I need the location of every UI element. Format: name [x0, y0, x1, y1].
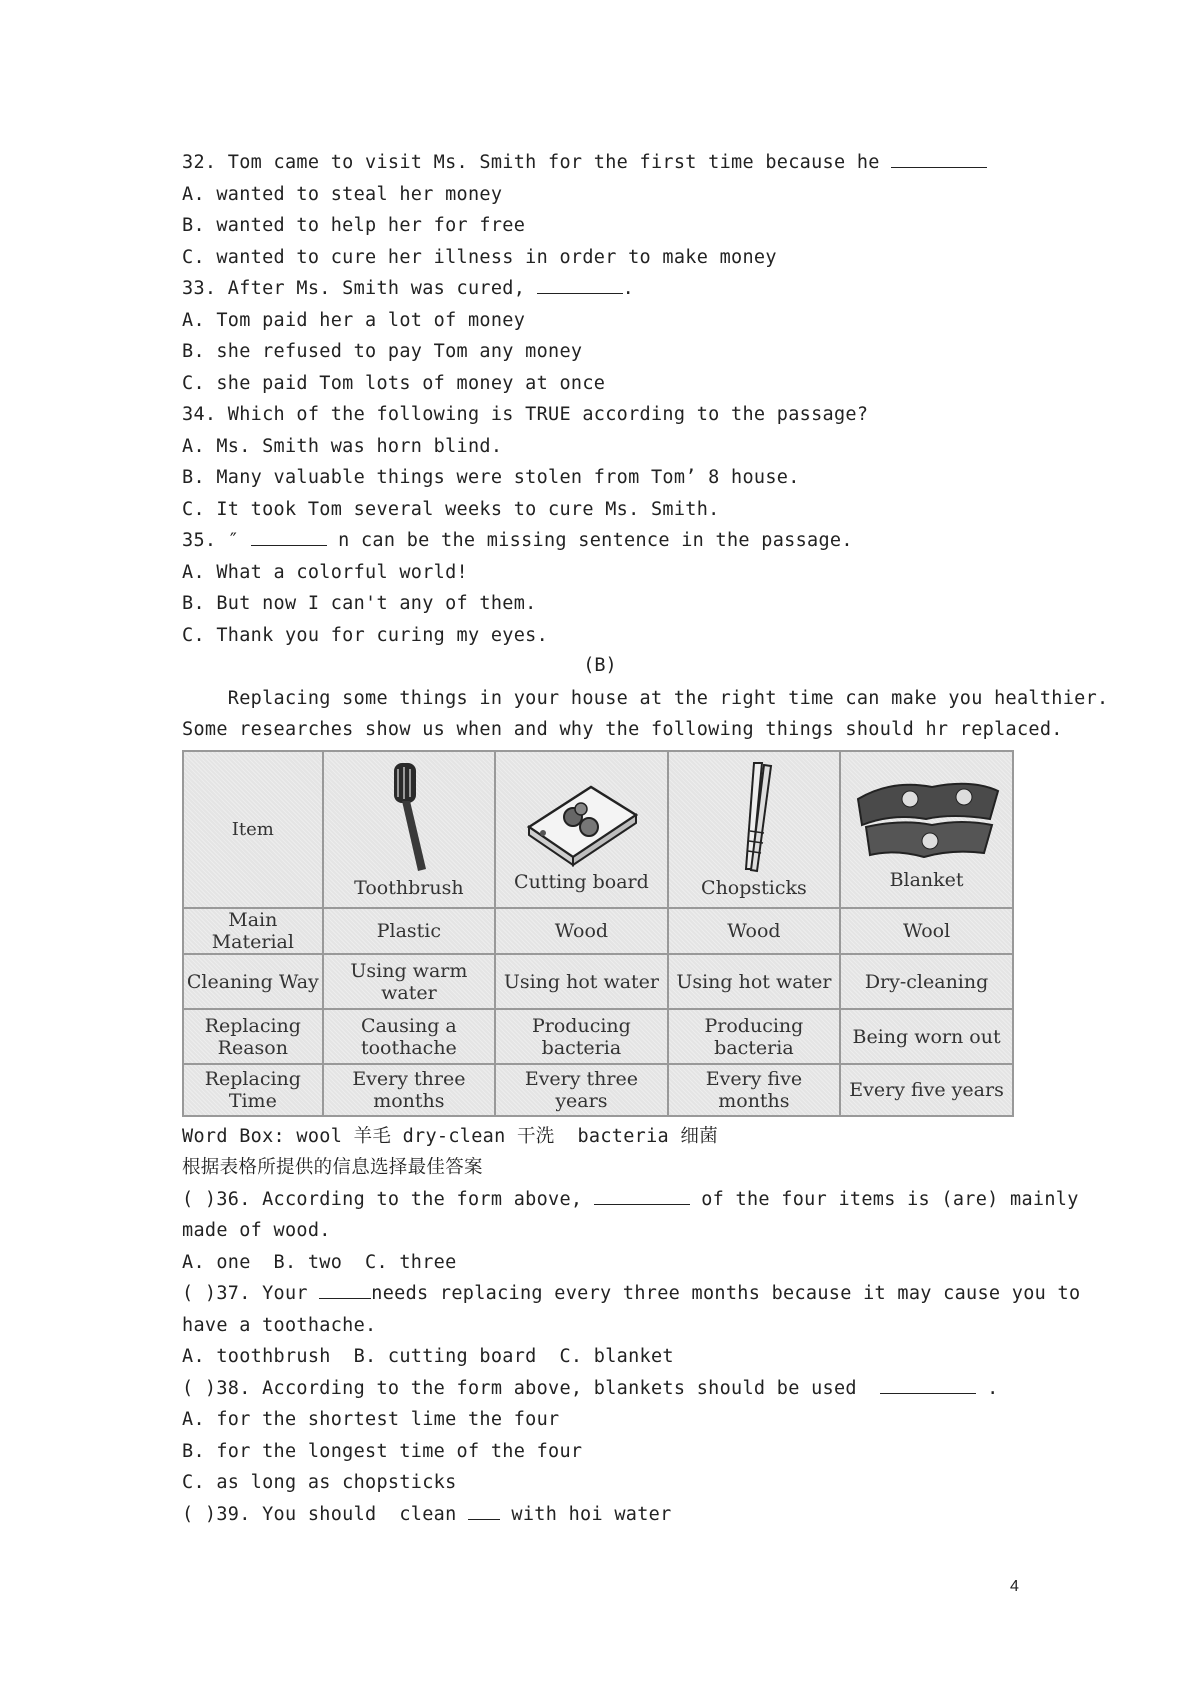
- table-cell: Every five years: [840, 1064, 1013, 1116]
- row-label: Cleaning Way: [183, 954, 323, 1009]
- toothbrush-icon: [374, 761, 444, 873]
- q35-option-c: C. Thank you for curing my eyes.: [182, 625, 549, 646]
- table-row: [183, 908, 1013, 954]
- answer-blank[interactable]: [891, 151, 987, 168]
- instruction: 根据表格所提供的信息选择最佳答案: [182, 1157, 483, 1178]
- answer-blank[interactable]: [594, 1188, 690, 1205]
- item-name: Chopsticks: [701, 876, 807, 899]
- answer-blank[interactable]: [251, 529, 327, 546]
- q38-option-a: A. for the shortest lime the four: [182, 1409, 560, 1430]
- replacement-table: [182, 750, 1014, 1117]
- word-box: Word Box: wool 羊毛 dry-clean 干洗 bacteria 细菌: [182, 1126, 719, 1147]
- q37-options: A. toothbrush B. cutting board C. blanket: [182, 1346, 674, 1367]
- table-cell: Using hot water: [495, 954, 668, 1009]
- q35-option-b: B. But now I can't any of them.: [182, 593, 537, 614]
- q38-option-b: B. for the longest time of the four: [182, 1441, 583, 1462]
- item-name: Blanket: [889, 868, 964, 891]
- q33-stem: 33. After Ms. Smith was cured, .: [182, 278, 635, 299]
- q33-option-b: B. she refused to pay Tom any money: [182, 341, 583, 362]
- table-cell: Wood: [495, 908, 668, 954]
- row-label: Replacing Time: [183, 1064, 323, 1116]
- q38-option-c: C. as long as chopsticks: [182, 1472, 457, 1493]
- q34-option-b: B. Many valuable things were stolen from Tom’ 8 house.: [182, 467, 800, 488]
- row-label: Replacing Reason: [183, 1009, 323, 1064]
- blanket-icon: [852, 769, 1002, 865]
- q33-option-a: A. Tom paid her a lot of money: [182, 310, 526, 331]
- cutting-board-icon: [521, 767, 641, 867]
- item-name: Toothbrush: [354, 876, 464, 899]
- q34-option-a: A. Ms. Smith was horn blind.: [182, 436, 503, 457]
- chopsticks-icon: [724, 761, 784, 873]
- intro-line-2: Some researches show us when and why the following things should hr replaced.: [182, 719, 1063, 740]
- q32-option-b: B. wanted to help her for free: [182, 215, 526, 236]
- answer-blank[interactable]: [319, 1282, 371, 1299]
- item-label-cell: Item: [183, 751, 323, 908]
- q38-stem: ( )38. According to the form above, blankets should be used .: [182, 1378, 999, 1399]
- q35-option-a: A. What a colorful world!: [182, 562, 468, 583]
- table-cell: Every three months: [323, 1064, 495, 1116]
- table-cell: Causing a toothache: [323, 1009, 495, 1064]
- table-cell: Using hot water: [668, 954, 840, 1009]
- item-blanket-cell: [840, 751, 1013, 908]
- q36-stem: ( )36. According to the form above, of the four items is (are) mainly: [182, 1189, 1079, 1210]
- q34-stem: 34. Which of the following is TRUE according to the passage?: [182, 404, 869, 425]
- table-cell: Wood: [668, 908, 840, 954]
- q32-option-a: A. wanted to steal her money: [182, 184, 503, 205]
- q35-stem: 35. ″ n can be the missing sentence in the passage.: [182, 530, 853, 551]
- table-row: [183, 1009, 1013, 1064]
- table-cell: Plastic: [323, 908, 495, 954]
- q32-stem: 32. Tom came to visit Ms. Smith for the first time because he: [182, 151, 987, 175]
- table-row: [183, 954, 1013, 1009]
- q37-stem: ( )37. Your needs replacing every three months because it may cause you to: [182, 1283, 1081, 1304]
- q36-options: A. one B. two C. three: [182, 1252, 457, 1273]
- q39-stem: ( )39. You should clean with hoi water: [182, 1504, 672, 1525]
- table-cell: Every five months: [668, 1064, 840, 1116]
- table-cell: Every three years: [495, 1064, 668, 1116]
- item-chopsticks-cell: [668, 751, 840, 908]
- answer-blank[interactable]: [537, 277, 623, 294]
- table-cell: Dry-cleaning: [840, 954, 1013, 1009]
- table-row: [183, 1064, 1013, 1116]
- q36-stem-cont: made of wood.: [182, 1220, 331, 1241]
- table-cell: Wool: [840, 908, 1013, 954]
- item-toothbrush-cell: [323, 751, 495, 908]
- q34-option-c: C. It took Tom several weeks to cure Ms. Smith.: [182, 499, 720, 520]
- item-name: Cutting board: [514, 870, 649, 893]
- q37-stem-cont: have a toothache.: [182, 1315, 377, 1336]
- q33-option-c: C. she paid Tom lots of money at once: [182, 373, 606, 394]
- row-label: Main Material: [183, 908, 323, 954]
- table-cell: Producing bacteria: [495, 1009, 668, 1064]
- page-number: 4: [1010, 1578, 1019, 1595]
- section-b-heading: (B): [583, 655, 617, 676]
- table-cell: Using warm water: [323, 954, 495, 1009]
- item-cutting-board-cell: [495, 751, 668, 908]
- q32-option-c: C. wanted to cure her illness in order to make money: [182, 247, 777, 268]
- table-cell: Being worn out: [840, 1009, 1013, 1064]
- table-row-items: [183, 751, 1013, 908]
- answer-blank[interactable]: [880, 1377, 976, 1394]
- intro-line-1: Replacing some things in your house at the right time can make you healthier.: [182, 688, 1109, 709]
- table-cell: Producing bacteria: [668, 1009, 840, 1064]
- answer-blank[interactable]: [468, 1503, 500, 1520]
